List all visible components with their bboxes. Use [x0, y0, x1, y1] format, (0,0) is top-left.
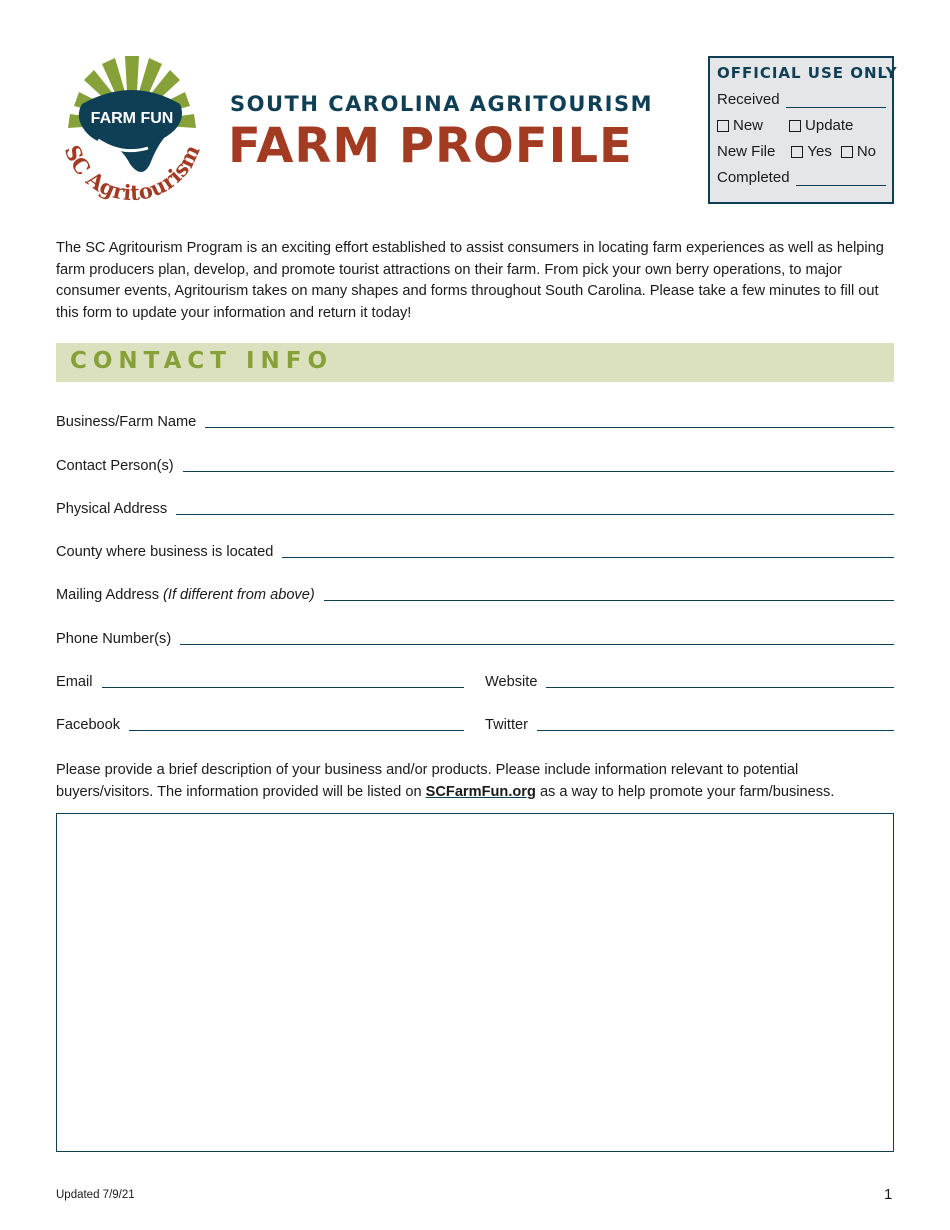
completed-row [717, 169, 886, 186]
website-input[interactable] [546, 678, 894, 688]
received-field[interactable] [786, 96, 886, 108]
official-use-box [708, 56, 898, 204]
program-subtitle: SOUTH CAROLINA AGRITOURISM [230, 92, 653, 116]
county-row [56, 544, 894, 560]
new-file-label: New File [717, 143, 776, 160]
business-description-textarea[interactable] [56, 813, 894, 1152]
facebook-row [56, 717, 464, 733]
business-name-row [56, 414, 894, 430]
intro-paragraph: The SC Agritourism Program is an exciting effort established to assist consumers in locating farm experiences as well as helping farm producers plan, develop, and promote tourist attractions on their farm. From pick your own berry operations, to major consumer events, Agritourism takes on many shapes and forms throughout South Carolina. Please take a few minutes to fill out this form to update your information and return it today! [56, 240, 884, 322]
twitter-input[interactable] [537, 721, 894, 731]
page-number: 1 [884, 1186, 893, 1203]
website-label: Website [485, 674, 538, 690]
mailing-address-row [56, 587, 894, 603]
yes-checkbox[interactable] [791, 143, 831, 160]
description-prompt [56, 759, 898, 803]
email-row [56, 674, 464, 690]
phone-input[interactable] [180, 635, 894, 645]
facebook-input[interactable] [129, 721, 464, 731]
phone-label: Phone Number(s) [56, 631, 172, 647]
physical-address-row [56, 501, 894, 517]
scfarmfun-link[interactable]: SCFarmFun.org [425, 784, 536, 800]
yes-checkbox-box[interactable] [791, 146, 803, 158]
received-row [717, 91, 886, 108]
facebook-label: Facebook [56, 717, 121, 733]
email-label: Email [56, 674, 93, 690]
contact-info-heading: CONTACT INFO [70, 348, 334, 374]
logo-graphic [52, 52, 212, 210]
sc-agritourism-logo [52, 52, 212, 210]
mailing-address-label: Mailing Address [56, 587, 160, 603]
received-label: Received [717, 91, 780, 108]
update-label: Update [805, 117, 854, 134]
no-label: No [856, 143, 877, 160]
contact-person-input[interactable] [183, 462, 894, 472]
logo-state-shape [79, 90, 182, 172]
contact-person-label: Contact Person(s) [56, 458, 174, 474]
description-prompt-part2: as a way to help promote your farm/business. [535, 784, 835, 800]
update-checkbox[interactable] [789, 117, 853, 134]
updated-date: Updated 7/9/21 [56, 1189, 135, 1201]
update-checkbox-box[interactable] [789, 120, 801, 132]
logo-arc-text: SC Agritourism [59, 140, 205, 206]
completed-field[interactable] [796, 174, 886, 186]
new-file-row [717, 143, 886, 160]
no-checkbox-box[interactable] [841, 146, 853, 158]
business-name-input[interactable] [205, 418, 894, 428]
county-label: County where business is located [56, 544, 274, 560]
mailing-address-note: (If different from above) [163, 587, 315, 603]
county-input[interactable] [282, 548, 894, 558]
new-checkbox[interactable] [717, 117, 763, 134]
status-row [717, 117, 886, 134]
email-input[interactable] [102, 678, 465, 688]
description-prompt-part1: Please provide a brief description of your business and/or products. Please include information relevant to potential buyers/visitors. The information provided will be listed on [56, 762, 799, 800]
phone-row [56, 631, 894, 647]
website-row [485, 674, 894, 690]
logo-badge-text: FARM FUN [90, 110, 174, 127]
new-checkbox-box[interactable] [717, 120, 729, 132]
yes-label: Yes [807, 143, 832, 160]
physical-address-label: Physical Address [56, 501, 168, 517]
twitter-row [485, 717, 894, 733]
mailing-address-input[interactable] [324, 591, 894, 601]
official-use-heading: OFFICIAL USE ONLY [717, 64, 898, 82]
contact-person-row [56, 458, 894, 474]
no-checkbox[interactable] [841, 143, 876, 160]
contact-info-band [56, 343, 894, 382]
new-label: New [733, 117, 764, 134]
page-title: FARM PROFILE [228, 118, 633, 174]
physical-address-input[interactable] [176, 505, 894, 515]
business-name-label: Business/Farm Name [56, 414, 197, 430]
twitter-label: Twitter [485, 717, 528, 733]
completed-label: Completed [717, 169, 790, 186]
